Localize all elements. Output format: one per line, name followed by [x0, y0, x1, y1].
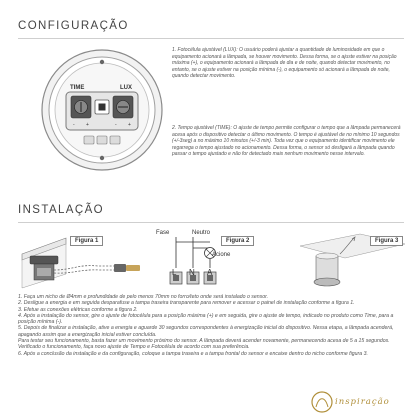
step-2: 2. Desligue a energia e em seguida desparafuse a tampa traseira transparente para remover e acessar o painel de instalação conforme a figura 1. [18, 300, 355, 307]
acione-label: Acione [212, 252, 231, 258]
time-label: TIME [70, 85, 85, 91]
figure-2-label: Figura 2 [221, 236, 254, 246]
step-5-test: Para testar seu funcionamento, basta fazer um movimento próximo do sensor. A lâmpada deverá acender novamente, permanecendo acesa de 5 a 15 segundos. Verificado o funcionamento, faça novo ajuste de Tempo e Fotocélula de acordo com sua preferência. [18, 338, 390, 351]
brand-logo-mark-icon [310, 390, 336, 414]
config-paragraph-time: 2. Tempo ajustável (TIME): O ajuste de tempo permite configurar o tempo que a lâmpada permanecerá acesa após o dispositivo detectar o último movimento. O tempo é ajustável de no mínimo 10 segundos (+/-3seg) a no máximo 10 minutos (+/-3 min). Toda vez que o equipamento identificar movimento ele regarrega o tempo ajustado no acionamento. Dessa forma, o sensor só desligará a lâmpada quando passar o tempo ajustado e não for detectado mais nenhum movimento nesse intervalo. [172, 125, 401, 157]
terminal-n-label: N [189, 268, 195, 277]
step-1: 1. Faça um nicho de Ø4mm e profundidade de pelo menos 70mm no forro/teto onde será instalado o sensor. [18, 294, 269, 300]
sensor-device-illustration [40, 48, 164, 172]
config-title: CONFIGURAÇÃO [18, 20, 129, 32]
step-6: 6. Após a conclusão da instalação e da configuração, coloque a tampa traseira e a tampa frontal do sensor e encaixe dentro do nicho conforme figura 3. [18, 350, 368, 357]
connector-icon [114, 264, 140, 272]
brand-logo-text: inspiração [335, 397, 390, 407]
lux-minus-mark: - [115, 122, 117, 128]
step-5: 5. Depois de finalizar a instalação, ative a energia e aguarde 30 segundos correspondentes à energização inicial do dispositivo. Nessa etapa, a lâmpada acenderá, apagando assim que a energização inicial estiver concluída. [18, 325, 394, 338]
sensor-side-icon [30, 256, 58, 280]
lux-plus-mark: + [128, 122, 131, 128]
installation-steps [18, 294, 410, 357]
recessed-sensor-icon [314, 253, 340, 286]
terminal-block [84, 136, 120, 144]
install-divider [18, 222, 404, 223]
step-4: 4. Após a instalação do sensor, gire o ajuste de fotocélula para a posição máxima (+) e em seguida, gire o ajuste de tempo, indicado no produto como Time, para a posição mínima (-). [18, 312, 394, 326]
fase-label: Fase [156, 230, 170, 236]
terminal-a-label: A [207, 268, 213, 277]
step-3: 3. Efetue as conexões elétricas conforme a figura 2. [18, 306, 138, 313]
figure-3-label: Figura 3 [370, 236, 403, 246]
install-title: INSTALAÇÃO [18, 204, 104, 216]
motion-sensor-icon [95, 100, 109, 114]
brand-logo [310, 390, 406, 414]
time-dial-icon [71, 96, 91, 118]
neutro-label: Neutro [192, 230, 211, 236]
lux-dial-icon [113, 96, 133, 118]
terminal-l-label: L [172, 268, 177, 277]
config-divider [18, 38, 404, 39]
lux-label: LUX [120, 85, 132, 91]
figure-1-label: Figura 1 [70, 236, 103, 246]
time-plus-mark: + [86, 122, 89, 128]
time-minus-mark: - [73, 122, 75, 128]
config-paragraph-lux: 1. Fotocélula ajustável (LUX): O usuário poderá ajustar a quantidade de luminosidade em que o equipamento acionará a lâmpada, se houver movimento. Dessa forma, se o ajuste estiver na posição máxima (+), o equipamento acionará a lâmpada de dia e de noite, quando detectar movimento, no entanto, se o ajuste estiver na posição mínima (-), o equipamento só acionará a lâmpada de noite, quando detectar movimento. [172, 47, 397, 79]
